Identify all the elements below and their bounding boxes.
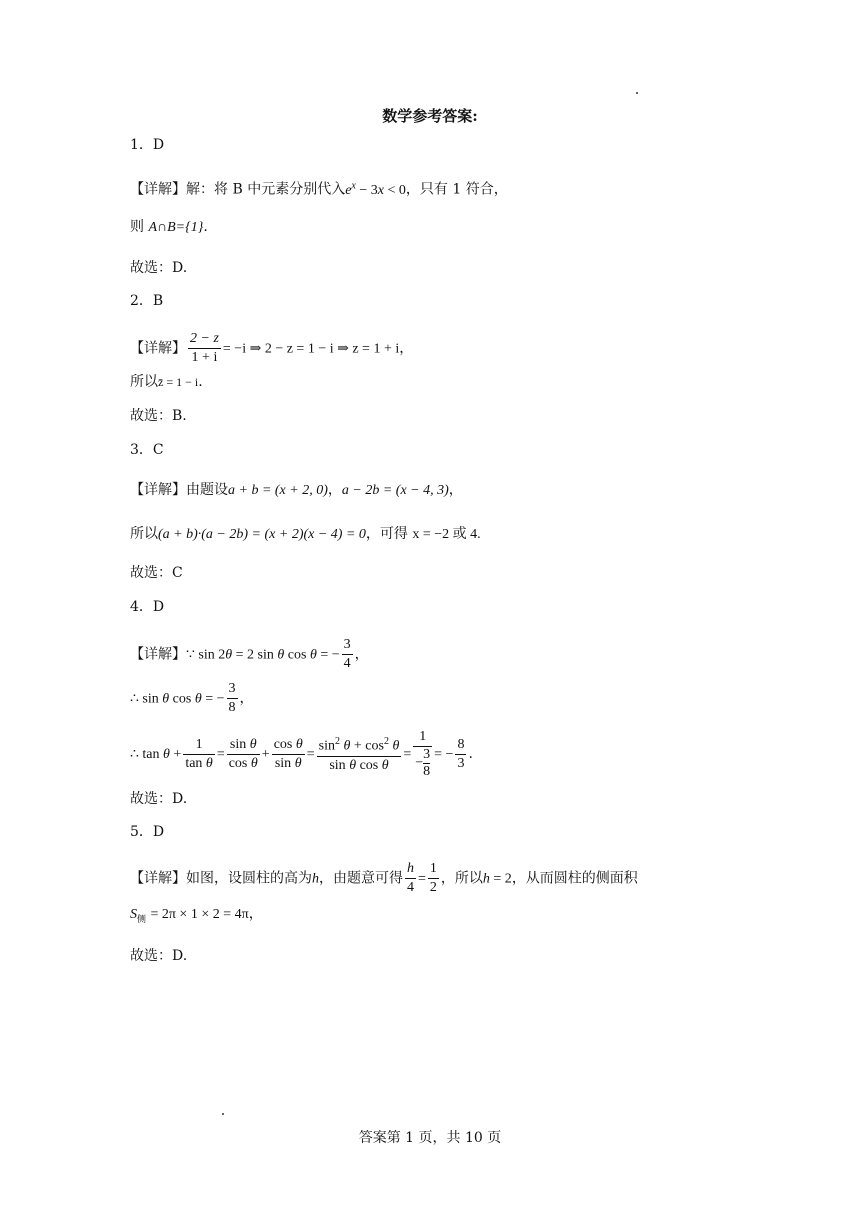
answer-1-conclusion: 故选：D. bbox=[130, 260, 188, 276]
answer-4-detail: 【详解】∵ sin 2θ = 2 sin θ cos θ = − $\frac{3}{4}$ ， bbox=[130, 637, 369, 671]
fraction: $\frac{1}{2}$ bbox=[429, 861, 437, 895]
page-title: 数学参考答案: bbox=[382, 107, 478, 125]
line-text: 则 bbox=[130, 219, 144, 235]
answer-2-detail bbox=[130, 330, 413, 367]
math-conjugate: z̄ = 1 − i bbox=[158, 375, 199, 389]
answer-4-header: 4．D bbox=[130, 599, 165, 615]
answer-2-line2: 所以z̄ = 1 − i. bbox=[130, 374, 203, 390]
math-dot-product: (a + b)·(a − 2b) = (x + 2)(x − 4) = 0 bbox=[158, 527, 366, 542]
fraction: $\frac{h}{4}$ bbox=[407, 861, 414, 895]
line-text: 所以 bbox=[130, 374, 158, 390]
subscript: 侧 bbox=[137, 914, 147, 925]
answer-2-conclusion: 故选：B. bbox=[130, 408, 187, 424]
line-text: . bbox=[203, 219, 208, 235]
answer-3-header: 3．C bbox=[130, 442, 164, 458]
answer-5-line2: $S_侧 = 2\pi \times 1 \times 2 = 4\pi$， bbox=[130, 906, 263, 925]
math-equation: = −i ⇒ 2 − z = 1 − i ⇒ z = 1 + i bbox=[222, 341, 400, 357]
numerator: 2 − z bbox=[188, 330, 221, 349]
fraction: $\frac{8}{3}$ bbox=[457, 736, 465, 771]
detail-text: 【详解】 bbox=[130, 340, 186, 357]
fraction: $\frac{\text{sin θ}}{\text{cos θ}}$ bbox=[228, 736, 258, 771]
answer-5-header: 5．D bbox=[130, 824, 165, 840]
detail-text: 【详解】如图，设圆柱的高为 bbox=[130, 870, 312, 887]
math-area: = 2π × 1 × 2 = 4π bbox=[150, 907, 249, 922]
math-vector-sum: a + b = (x + 2, 0) bbox=[228, 483, 328, 498]
math-sin2theta: ∵ sin 2θ = 2 sin θ cos θ = − bbox=[186, 647, 340, 663]
math-vector-diff: a − 2b = (x − 4, 3) bbox=[341, 483, 449, 498]
answer-4-line2: ∴ sin θ cos θ = − $\frac{3}{8}$ ， bbox=[130, 681, 254, 715]
scan-dot bbox=[222, 1113, 224, 1115]
fraction: $\frac{\text{cos θ}}{\text{sin θ}}$ bbox=[273, 736, 303, 771]
answer-4-line3: ∴ tan θ + $\frac{1}{\text{tan θ}}$ = $\frac{\text{sin θ}}{\text{cos θ}}$ + $\frac{\text{cos θ}}{\text{sin θ}}$ = $\frac{\sin^2 \theta + \cos^2 \theta}{\text{sin θ cos θ}}$ = 1 − $\frac{3}{8}$ = − $\frac{8}{3}$ . bbox=[130, 729, 473, 779]
answer-5-conclusion: 故选：D. bbox=[130, 948, 188, 964]
answer-3-detail: 【详解】由题设a + b = (x + 2, 0)，a − 2b = (x − 4, 3)， bbox=[130, 482, 463, 498]
detail-text: ，由题意可得 bbox=[319, 870, 403, 887]
answer-4-conclusion: 故选：D. bbox=[130, 791, 188, 807]
page-footer: 答案第 1 页，共 10 页 bbox=[358, 1130, 502, 1146]
detail-text: 【详解】解：将 B 中元素分别代入 bbox=[130, 181, 346, 198]
line-text: 所以 bbox=[130, 526, 158, 542]
math-inequality: $e^x - 3x < 0$ bbox=[345, 180, 406, 198]
math-tan: ∴ tan θ + bbox=[130, 747, 182, 762]
answer-1-line2 bbox=[130, 217, 208, 238]
answer-3-line2 bbox=[130, 524, 481, 545]
detail-text: ， bbox=[399, 340, 414, 357]
fraction: 1 − $\frac{3}{8}$ bbox=[415, 729, 431, 779]
math-intersection: A∩B={1} bbox=[148, 220, 204, 235]
fraction: $\frac{\sin^2 \theta + \cos^2 \theta}{\text{sin θ cos θ}}$ bbox=[317, 733, 402, 775]
detail-text: 【详解】由题设 bbox=[130, 482, 228, 498]
math-area-symbol: S bbox=[130, 907, 137, 922]
line-text: ，可得 bbox=[365, 526, 408, 542]
detail-text: ，从而圆柱的侧面积 bbox=[511, 870, 638, 887]
detail-text: 【详解】 bbox=[130, 646, 186, 663]
answer-1-header: 1．D bbox=[130, 137, 165, 153]
fraction: $\frac{3}{4}$ bbox=[343, 637, 351, 671]
answer-5-detail: 【详解】如图，设圆柱的高为h，由题意可得 $\frac{h}{4}$ = $\frac{1}{2}$ ，所以h = 2，从而圆柱的侧面积 bbox=[130, 861, 638, 895]
scan-dot bbox=[636, 92, 638, 94]
detail-text: ，所以 bbox=[440, 870, 483, 887]
answer-1-detail bbox=[130, 176, 508, 201]
math-product: ∴ sin θ cos θ = − bbox=[130, 691, 225, 707]
math-result: x = −2 或 4. bbox=[412, 527, 481, 542]
fraction: $\frac{3}{8}$ bbox=[228, 681, 236, 715]
fraction bbox=[188, 330, 221, 367]
denominator: 1 + i bbox=[191, 350, 218, 365]
fraction: $\frac{1}{\text{tan θ}}$ bbox=[185, 736, 213, 771]
answer-2-header: 2．B bbox=[130, 293, 164, 309]
detail-text: ，只有 1 符合， bbox=[405, 181, 508, 198]
answer-3-conclusion: 故选：C bbox=[130, 565, 183, 581]
